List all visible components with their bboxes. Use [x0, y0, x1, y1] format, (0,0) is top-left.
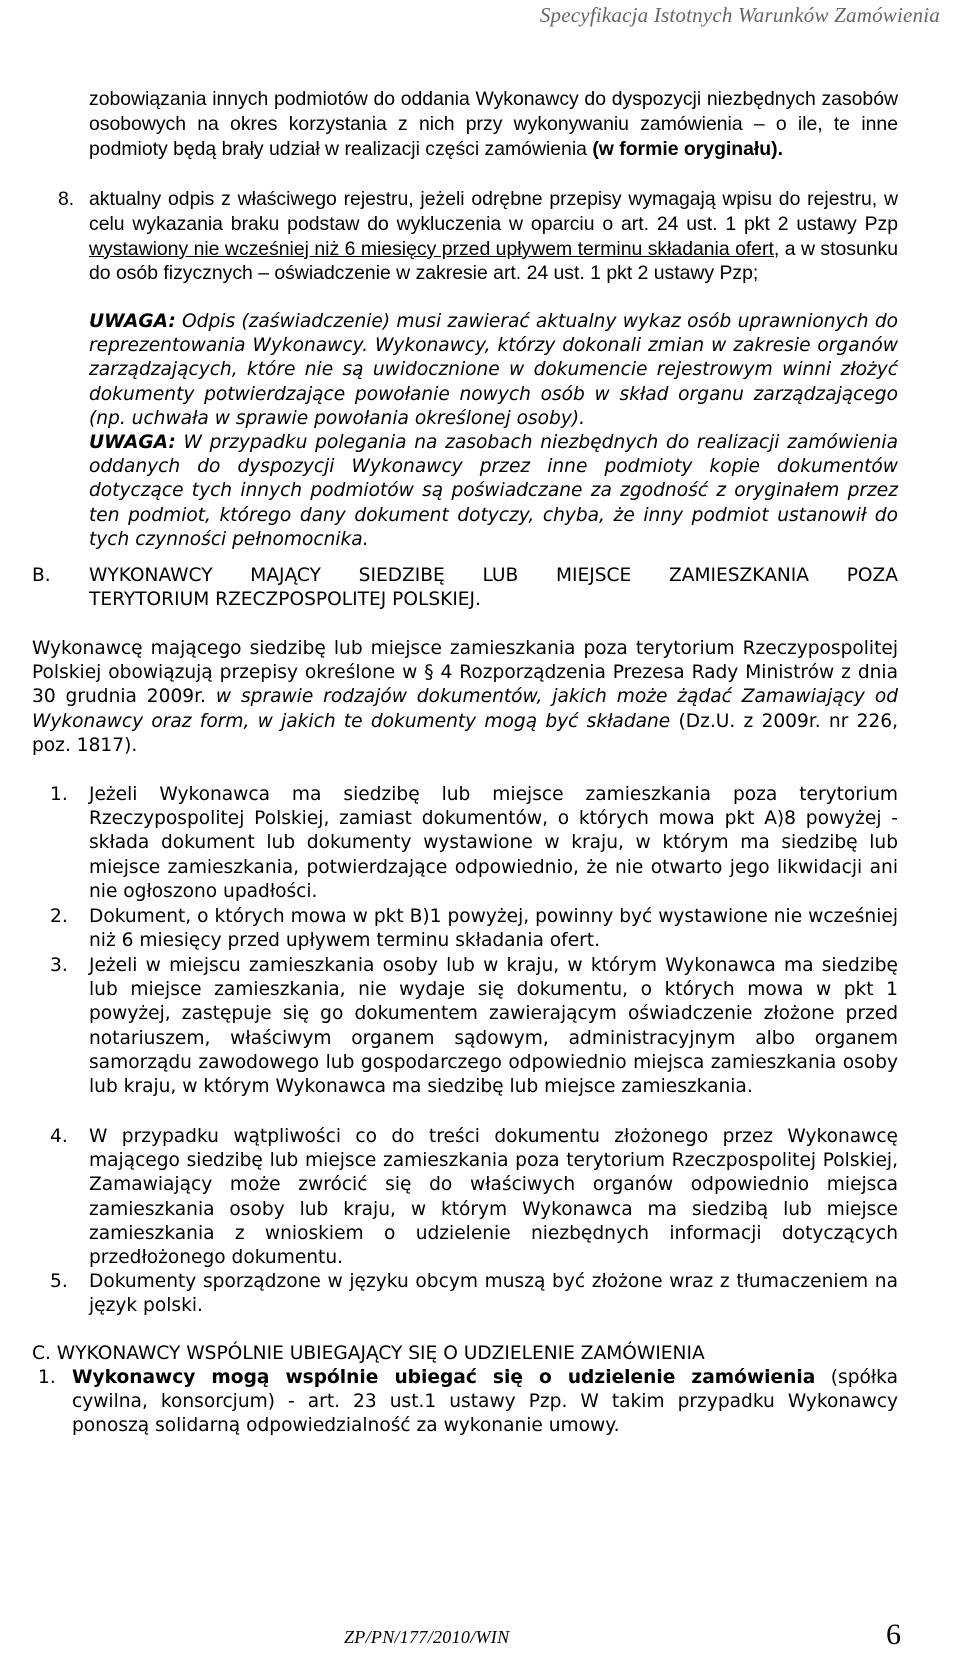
b-item-5: Dokumenty sporządzone w języku obcym muszą być złożone wraz z tłumaczeniem na język polski.: [89, 1271, 898, 1317]
uwaga-text-1: Odpis (zaświadczenie) musi zawierać aktualny wykaz osób uprawnionych do reprezentowania Wykonawcy. Wykonawcy, którzy dokonali zmian w zakresie organów zarządzających, które nie są uwidocznione w dokumencie rejestrowym winni złożyć dokumenty potwierdzające powołanie nowych osób w skład organu zarządzającego (np. uchwała w sprawie powołania określonej osoby).: [89, 311, 898, 429]
section-b-para-text: Wykonawcę mającego siedzibę lub miejsce zamieszkania poza terytorium Rzeczypospolitej Polskiej obowiązują przepisy określone w § 4 Rozporządzenia Prezesa Rady Ministrów z dnia 30 grudnia 2009r.: [32, 638, 898, 708]
b-item-4: W przypadku wątpliwości co do treści dokumentu złożonego przez Wykonawcę mającego siedzibę lub miejsce zamieszkania poza terytorium Rzeczpospolitej Polskiej, Zamawiający może zwrócić się do właściwych organów odpowiednio miejsca zamieszkania osoby lub kraju, w którym Wykonawca ma siedzibą lub miejsce zamieszkania z wnioskiem o udzielenie niezbędnych informacji dotyczących przedłożonego dokumentu.: [89, 1126, 898, 1269]
uwaga-label-2: UWAGA:: [89, 432, 176, 453]
intro-bold: (w formie oryginału).: [592, 137, 783, 160]
item-8-number: 8.: [58, 188, 75, 210]
c-item-1: [72, 1366, 898, 1439]
c-item-1-bold: Wykonawcy mogą wspólnie ubiegać się o udzielenie zamówienia: [72, 1367, 816, 1388]
uwaga-note-2: [89, 431, 898, 552]
intro-continuation: [89, 87, 898, 161]
section-b-para-italic: w sprawie rodzajów dokumentów, jakich może żądać Zamawiający od Wykonawcy oraz form, w jakich te dokumenty mogą być składane: [32, 686, 898, 732]
item-8-text-end: , a w stosunku do osób fizycznych – oświadczenie w zakresie art. 24 ust. 1 pkt 2 ustawy Pzp: [89, 237, 898, 285]
item-8-underlined: wystawiony nie wcześniej niż 6 miesięcy przed upływem terminu składania ofert: [89, 237, 774, 260]
b-item-3-number: 3.: [50, 955, 68, 976]
b-item-2: Dokument, o których mowa w pkt B)1 powyżej, powinny być wystawione nie wcześniej niż 6 miesięcy przed upływem terminu składania ofert.: [89, 906, 898, 952]
document-header: Specyfikacja Istotnych Warunków Zamówienia: [539, 3, 940, 27]
b-item-1: Jeżeli Wykonawca ma siedzibę lub miejsce zamieszkania poza terytorium Rzeczypospolitej Polskiej, zamiast dokumentów, o których mowa pkt A)8 powyżej - składa dokument lub dokumenty wystawione w kraju, w którym ma siedzibę lub miejsce zamieszkania, potwierdzające odpowiednio, że nie otwarto jego likwidacji ani nie ogłoszono upadłości.: [89, 784, 898, 902]
section-b-title-line1: WYKONAWCY MAJĄCY SIEDZIBĘ LUB MIEJSCE ZAMIESZKANIA POZA: [89, 565, 898, 586]
page-number: 6: [886, 1618, 901, 1651]
b-item-1-number: 1.: [50, 784, 68, 805]
section-c-title: C. WYKONAWCY WSPÓLNIE UBIEGAJĄCY SIĘ O UDZIELENIE ZAMÓWIENIA: [32, 1343, 705, 1364]
section-b-paragraph: [32, 637, 898, 758]
footer-reference: ZP/PN/177/2010/WIN: [344, 1627, 510, 1647]
section-b-title-line2: TERYTORIUM RZECZPOSPOLITEJ POLSKIEJ.: [89, 589, 481, 610]
b-item-4-number: 4.: [50, 1126, 68, 1147]
b-item-5-number: 5.: [50, 1271, 68, 1292]
item-8-text: aktualny odpis z właściwego rejestru, jeżeli odrębne przepisy wymagają wpisu do rejestru, w celu wykazania braku podstaw do wykluczenia w oparciu o art. 24 ust. 1 pkt 2 ustawy Pzp: [89, 188, 898, 235]
item-8: [89, 187, 898, 286]
b-item-2-number: 2.: [50, 906, 68, 927]
b-item-3: Jeżeli w miejscu zamieszkania osoby lub w kraju, w którym Wykonawca ma siedzibę lub miejsce zamieszkania, nie wydaje się dokumentu, o których mowa w pkt 1 powyżej, zastępuje się go dokumentem zawierającym oświadczenie złożone przed notariuszem, właściwym organem sądowym, administracyjnym albo organem samorządu zawodowego lub gospodarczego odpowiednio miejsca zamieszkania osoby lub kraju, w którym Wykonawca ma siedzibę lub miejsce zamieszkania.: [89, 955, 898, 1098]
c-item-1-number: 1.: [38, 1367, 56, 1388]
section-b-letter: B.: [32, 565, 51, 586]
uwaga-note-1: [89, 310, 898, 431]
section-b-para-end: (Dz.U. z 2009r. nr 226, poz. 1817).: [32, 710, 898, 756]
uwaga-text-2: W przypadku polegania na zasobach niezbędnych do realizacji zamówienia oddanych do dyspozycji Wykonawcy przez inne podmioty kopie dokumentów dotyczące tych innych podmiotów są poświadczane za zgodność z oryginałem przez ten podmiot, którego dany dokument dotyczy, chyba, że inny podmiot ustanowił do tych czynności pełnomocnika.: [89, 432, 898, 550]
c-item-1-text: (spółka cywilna, konsorcjum) - art. 23 ust.1 ustawy Pzp. W takim przypadku Wykonawcy ponoszą solidarną odpowiedzialność za wykonanie umowy.: [72, 1367, 899, 1437]
item-8-trail: ;: [752, 262, 759, 285]
uwaga-label-1: UWAGA:: [89, 311, 176, 332]
intro-text: zobowiązania innych podmiotów do oddania Wykonawcy do dyspozycji niezbędnych zasobów osobowych na okres korzystania z nich przy wykonywaniu zamówienia – o ile, te inne podmioty będą brały udział w realizacji części zamówienia: [89, 88, 898, 160]
